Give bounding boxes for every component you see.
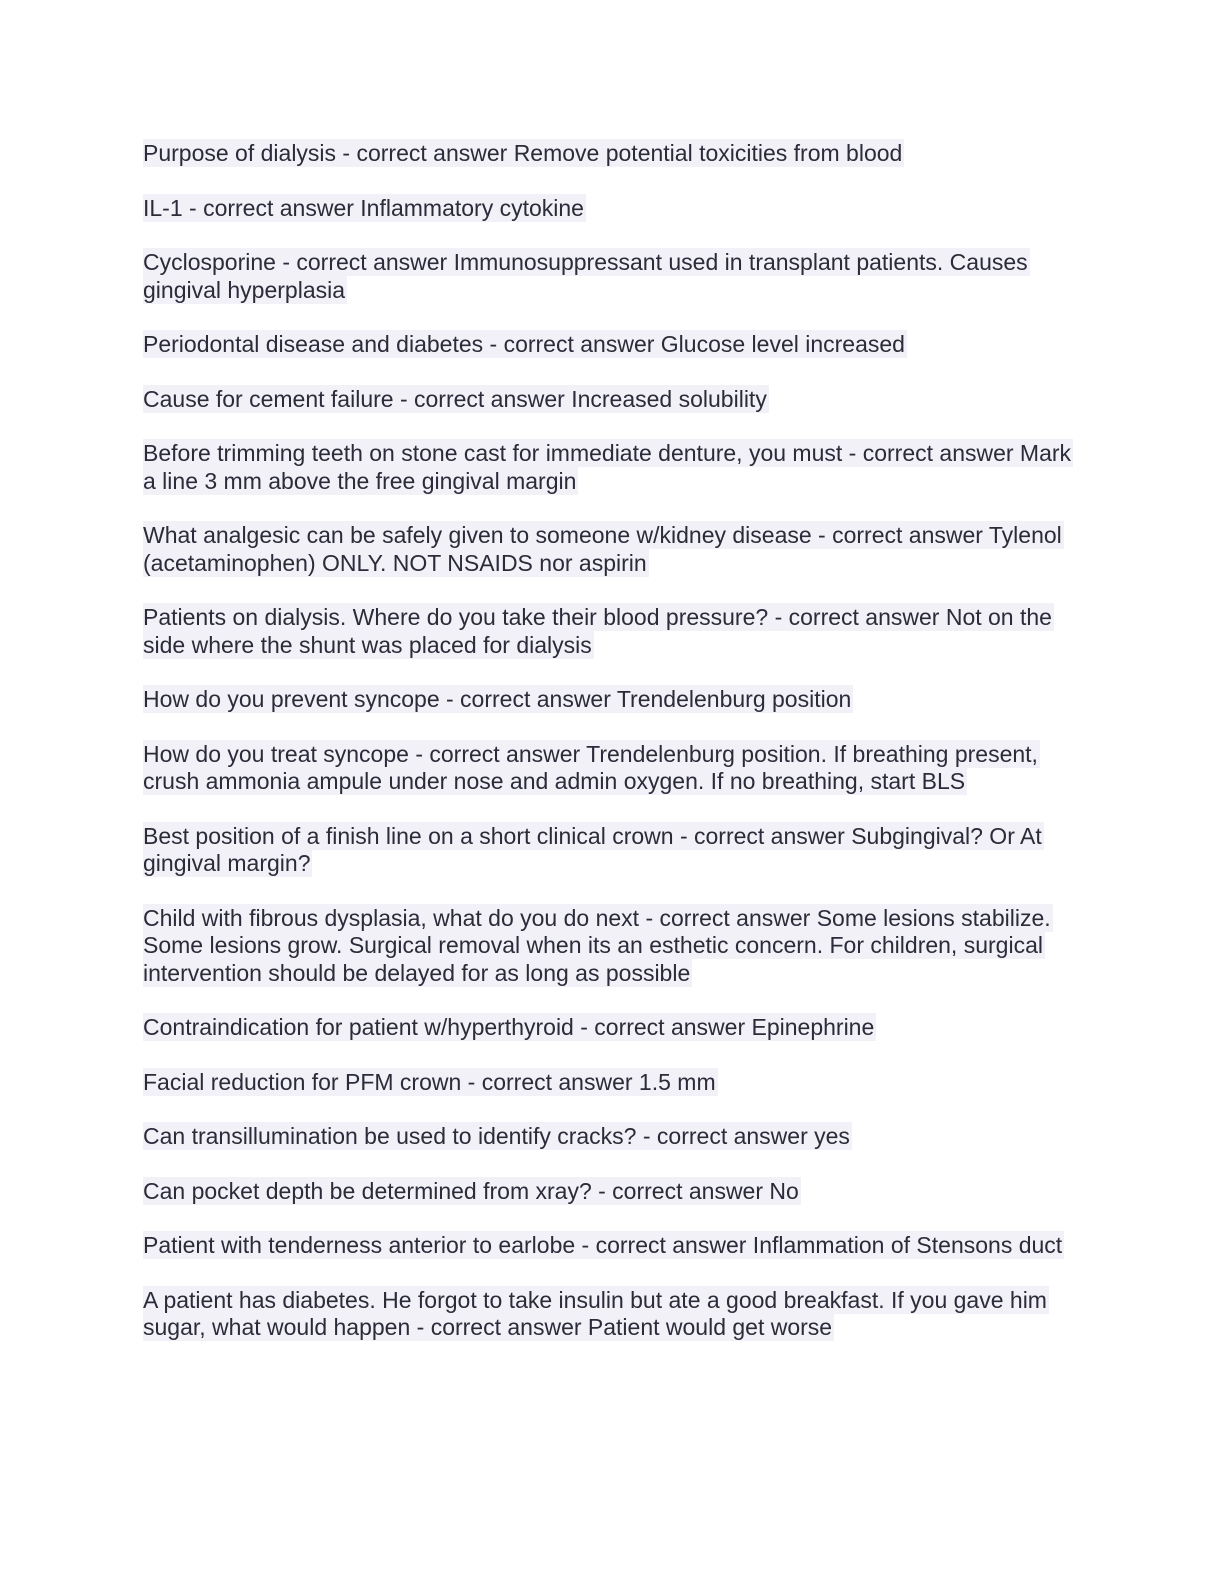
qa-text: Best position of a finish line on a short clinical crown - correct answer Subgingival? Or At gingival margin? (143, 822, 1042, 876)
qa-list (143, 140, 1083, 1369)
qa-item (143, 1178, 1083, 1206)
qa-text: How do you treat syncope - correct answer Trendelenburg position. If breathing present, crush ammonia ampule under nose and admin oxygen. If no breathing, start BLS (143, 740, 1038, 794)
qa-text: Can pocket depth be determined from xray? - correct answer No (143, 1177, 799, 1204)
qa-item (143, 1014, 1083, 1042)
qa-text: Purpose of dialysis - correct answer Remove potential toxicities from blood (143, 140, 903, 166)
qa-text: Can transillumination be used to identify cracks? - correct answer yes (143, 1123, 850, 1149)
qa-item (143, 1069, 1083, 1097)
qa-item (143, 741, 1083, 796)
qa-text: IL-1 - correct answer Inflammatory cytokine (143, 194, 584, 221)
qa-text: A patient has diabetes. He forgot to take insulin but ate a good breakfast. If you gave him sugar, what would happen - correct answer Patient would get worse (143, 1286, 1047, 1340)
qa-item (143, 604, 1083, 659)
qa-item (143, 686, 1083, 714)
qa-item (143, 331, 1083, 359)
qa-item (143, 195, 1083, 223)
qa-item (143, 522, 1083, 577)
qa-text: Cyclosporine - correct answer Immunosuppressant used in transplant patients. Causes gingival hyperplasia (143, 249, 1028, 303)
qa-item (143, 905, 1083, 988)
qa-text: Patients on dialysis. Where do you take their blood pressure? - correct answer Not on the side where the shunt was placed for dialysis (143, 604, 1052, 658)
qa-text: Periodontal disease and diabetes - correct answer Glucose level increased (143, 331, 905, 357)
qa-text: Patient with tenderness anterior to earlobe - correct answer Inflammation of Stensons duct (143, 1232, 1063, 1258)
qa-text: Child with fibrous dysplasia, what do you do next - correct answer Some lesions stabilize. Some lesions grow. Surgical removal when its an esthetic concern. For children, surgical intervention should be delayed for as long as possible (143, 904, 1051, 986)
qa-text: Before trimming teeth on stone cast for immediate denture, you must - correct answer Mark a line 3 mm above the free gingival margin (143, 440, 1072, 494)
qa-text: Cause for cement failure - correct answer Increased solubility (143, 385, 767, 412)
qa-item (143, 386, 1083, 414)
qa-item (143, 1123, 1083, 1151)
qa-item (143, 140, 1083, 168)
qa-text: Facial reduction for PFM crown - correct answer 1.5 mm (143, 1068, 716, 1095)
qa-item (143, 823, 1083, 878)
qa-text: Contraindication for patient w/hyperthyroid - correct answer Epinephrine (143, 1014, 875, 1040)
qa-item (143, 1232, 1083, 1260)
qa-item (143, 1287, 1083, 1342)
qa-item (143, 440, 1083, 495)
qa-item (143, 249, 1083, 304)
qa-text: How do you prevent syncope - correct answer Trendelenburg position (143, 686, 852, 712)
qa-text: What analgesic can be safely given to someone w/kidney disease - correct answer Tylenol (acetaminophen) ONLY. NOT NSAIDS nor aspirin (143, 522, 1062, 576)
